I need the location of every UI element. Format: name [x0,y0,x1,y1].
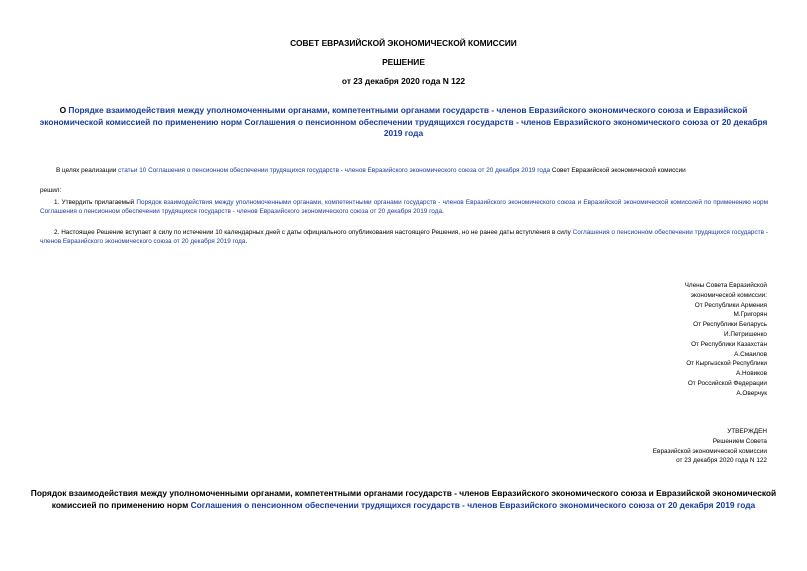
resolved-label: решил: [40,187,62,194]
approved-line: УТВЕРЖДЕН [727,428,767,435]
intro-paragraph [40,166,770,175]
agreement-link[interactable]: Соглашения о пенсионном обеспечении трудящихся государств - членов Евразийского экономического союза от 20 декабря 2019 года [40,229,768,246]
item-1-paragraph [40,198,768,216]
decision-title-link[interactable]: Порядке взаимодействия между уполномоченными органами, компетентными органами государств - членов Евразийского экономического союза и Евразийской экономической комиссией по применению норм Соглашения о пенсионном обеспечении трудящихся государств - членов Евразийского экономического союза от 20 декабря 2019 года [39,105,768,138]
intro-text-before: В целях реализации [56,167,119,174]
item-2-text-after: . [245,238,248,246]
signature-name: М.Григорян [733,311,767,319]
signature-country: От Республики Беларусь [693,321,767,329]
annex-title-text: Порядок взаимодействия между уполномоченными органами, компетентными органами государств - членов Евразийского экономического союза и Евразийской экономической комиссией по применению норм [30,488,777,510]
procedure-link[interactable]: Порядок взаимодействия между уполномоченными органами, компетентными органами государств - членов Евразийского экономического союза и Евразийской экономической комиссией по применению норм Соглашения о пенсионном обеспечении трудящихся государств - членов Евразийского экономического союза от 20 декабря 2019 года [40,199,768,216]
item-1-text-before: 1. Утвердить прилагаемый [54,199,137,206]
approved-line: Решением Совета [712,437,767,445]
decision-title-prefix: О [59,105,69,115]
signature-name: И.Петришенко [724,330,767,338]
intro-text-after: Совет Евразийской экономической комиссии [550,167,686,174]
document-type-heading: РЕШЕНИЕ [382,57,425,67]
signature-country: От Республики Армения [694,301,767,309]
decision-title [30,105,777,140]
signatures-heading-2: экономической комиссии: [690,291,767,299]
document-date-number: от 23 декабря 2020 года N 122 [341,76,466,86]
signature-country: От Республики Казахстан [691,340,767,348]
signatures-heading-1: Члены Совета Евразийской [684,282,767,289]
approved-line: от 23 декабря 2020 года N 122 [676,457,767,465]
item-2-text-before: 2. Настоящее Решение вступает в силу по истечении 10 календарных дней с даты официального опубликования настоящего Решения, но не ранее даты вступления в силу [54,229,573,236]
approved-block [653,427,767,466]
item-2-paragraph [40,228,768,246]
signature-name: А.Новиков [736,370,767,378]
signatures-block [685,281,767,399]
signature-name: А.Оверчук [736,389,767,397]
signature-name: А.Смаилов [734,350,767,358]
article-10-link[interactable]: статьи 10 Соглашения о пенсионном обеспечении трудящихся государств - членов Евразийского экономического союза от 20 декабря 2019 года [118,167,551,174]
signature-country: От Кыргызской Республики [686,360,767,368]
item-1-text-after: . [442,208,444,216]
approved-line: Евразийской экономической комиссии [652,447,767,455]
signature-country: От Российской Федерации [687,379,767,387]
annex-agreement-link[interactable]: Соглашения о пенсионном обеспечении трудящихся государств - членов Евразийского экономического союза от 20 декабря 2019 года [190,499,756,510]
annex-title [30,488,777,511]
document-org-heading: СОВЕТ ЕВРАЗИЙСКОЙ ЭКОНОМИЧЕСКОЙ КОМИССИИ [290,38,517,48]
